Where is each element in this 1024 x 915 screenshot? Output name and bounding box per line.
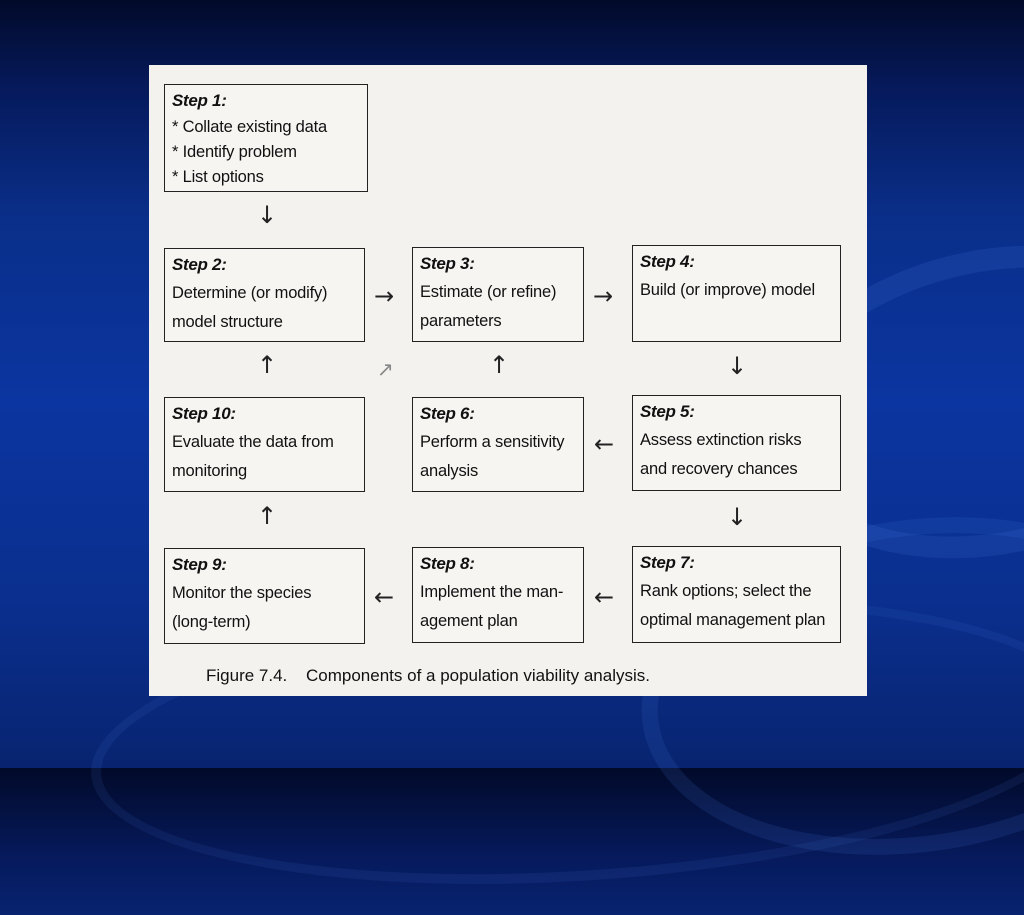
step-5-box bbox=[632, 395, 841, 491]
arrow-step8-to-step9: ← bbox=[374, 583, 395, 611]
step-1-title: Step 1: bbox=[172, 91, 227, 110]
step-2-line: model structure bbox=[172, 313, 283, 331]
step-8-box bbox=[412, 547, 584, 643]
step-5-title: Step 5: bbox=[640, 402, 695, 421]
arrow-step10-to-step2: ↑ bbox=[257, 351, 278, 379]
step-1-line: * List options bbox=[172, 168, 264, 186]
arrow-step3-to-step4: → bbox=[593, 282, 614, 310]
step-6-title: Step 6: bbox=[420, 404, 475, 423]
step-4-title: Step 4: bbox=[640, 252, 695, 271]
step-1-box bbox=[164, 84, 368, 192]
step-8-line: agement plan bbox=[420, 612, 518, 630]
step-2-line: Determine (or modify) bbox=[172, 284, 328, 302]
step-6-line: analysis bbox=[420, 462, 479, 480]
step-5-line: Assess extinction risks bbox=[640, 431, 802, 449]
arrow-step2-to-step3: → bbox=[374, 282, 395, 310]
step-7-line: Rank options; select the bbox=[640, 582, 812, 600]
step-4-line: Build (or improve) model bbox=[640, 281, 815, 299]
arrow-diagonal-to-step3: ↗ bbox=[377, 357, 394, 381]
step-5-line: and recovery chances bbox=[640, 460, 798, 478]
step-10-box bbox=[164, 397, 365, 492]
step-6-line: Perform a sensitivity bbox=[420, 433, 565, 451]
step-9-line: (long-term) bbox=[172, 613, 251, 631]
step-2-box bbox=[164, 248, 365, 342]
figure-panel bbox=[149, 65, 867, 696]
step-10-line: Evaluate the data from bbox=[172, 433, 334, 451]
step-9-line: Monitor the species bbox=[172, 584, 312, 602]
step-1-line: * Collate existing data bbox=[172, 118, 327, 136]
step-9-box bbox=[164, 548, 365, 644]
figure-caption bbox=[206, 666, 650, 686]
figure-caption-text: Components of a population viability analysis. bbox=[306, 666, 650, 685]
step-1-line: * Identify problem bbox=[172, 143, 297, 161]
arrow-step4-to-step5: ↓ bbox=[727, 352, 748, 380]
arrow-step5-to-step6: ← bbox=[594, 430, 615, 458]
step-6-box bbox=[412, 397, 584, 492]
step-8-title: Step 8: bbox=[420, 554, 475, 573]
arrow-step5-to-step7: ↓ bbox=[727, 503, 748, 531]
step-7-line: optimal management plan bbox=[640, 611, 826, 629]
step-3-title: Step 3: bbox=[420, 254, 475, 273]
step-3-line: parameters bbox=[420, 312, 502, 330]
arrow-step7-to-step8: ← bbox=[594, 583, 615, 611]
arrow-step6-to-step3: ↑ bbox=[489, 351, 510, 379]
step-3-line: Estimate (or refine) bbox=[420, 283, 557, 301]
step-10-title: Step 10: bbox=[172, 404, 236, 423]
step-9-title: Step 9: bbox=[172, 555, 227, 574]
step-8-line: Implement the man- bbox=[420, 583, 564, 601]
step-3-box bbox=[412, 247, 584, 342]
figure-number: Figure 7.4. bbox=[206, 666, 288, 685]
step-4-box bbox=[632, 245, 841, 342]
step-7-box bbox=[632, 546, 841, 643]
arrow-step9-to-step10: ↑ bbox=[257, 502, 278, 530]
arrow-step1-to-step2: ↓ bbox=[257, 201, 278, 229]
step-2-title: Step 2: bbox=[172, 255, 227, 274]
step-7-title: Step 7: bbox=[640, 553, 695, 572]
step-10-line: monitoring bbox=[172, 462, 248, 480]
